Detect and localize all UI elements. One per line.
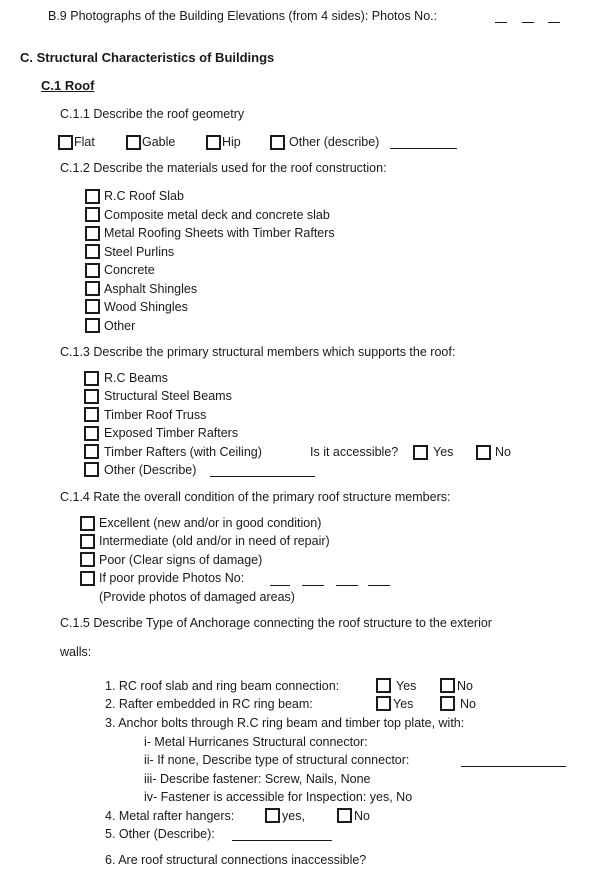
c15-item5-blank[interactable] — [232, 840, 332, 841]
c12-checkbox-7[interactable] — [85, 299, 100, 314]
c12-option-7: Wood Shingles — [104, 300, 188, 314]
section-c1-title: C.1 Roof — [41, 78, 95, 93]
c15-item-5: 5. Other (Describe): — [105, 827, 215, 841]
c14-photo-blank-2[interactable] — [302, 585, 324, 586]
c14-question: C.1.4 Rate the overall condition of the primary roof structure members: — [60, 490, 451, 504]
c13-checkbox-6[interactable] — [84, 462, 99, 477]
c15-sub-iv: iv- Fastener is accessible for Inspection: yes, No — [144, 790, 413, 804]
c15-item2-yes-label: Yes — [393, 697, 414, 711]
c15-item4-yes-label: yes, — [282, 809, 305, 823]
c13-checkbox-3[interactable] — [84, 407, 99, 422]
c15-item4-yes-checkbox[interactable] — [265, 808, 280, 823]
c14-checkbox-2[interactable] — [80, 534, 95, 549]
c11-hip-label: Hip — [222, 135, 241, 149]
c15-item-1: 1. RC roof slab and ring beam connection: — [105, 679, 340, 693]
c15-item4-no-checkbox[interactable] — [337, 808, 352, 823]
c15-item-6: 6. Are roof structural connections inaccessible? — [105, 853, 367, 867]
c13-accessible-no-checkbox[interactable] — [476, 445, 491, 460]
c13-question: C.1.3 Describe the primary structural members which supports the roof: — [60, 345, 456, 359]
c11-flat-label: Flat — [74, 135, 95, 149]
c12-option-2: Composite metal deck and concrete slab — [104, 208, 330, 222]
c15-question-cont: walls: — [60, 645, 92, 659]
c13-checkbox-1[interactable] — [84, 371, 99, 386]
c11-hip-checkbox[interactable] — [206, 135, 221, 150]
c12-checkbox-5[interactable] — [85, 263, 100, 278]
c15-sub-ii-blank[interactable] — [461, 766, 566, 767]
c13-accessible-no-label: No — [495, 445, 511, 459]
c15-sub-iii: iii- Describe fastener: Screw, Nails, None — [144, 772, 371, 786]
b9-photo-blank-3[interactable] — [548, 22, 560, 23]
c13-accessible-yes-checkbox[interactable] — [413, 445, 428, 460]
c15-item2-no-label: No — [460, 697, 476, 711]
c13-accessible-yes-label: Yes — [433, 445, 454, 459]
c14-photo-blank-3[interactable] — [336, 585, 358, 586]
c12-option-4: Steel Purlins — [104, 245, 175, 259]
c15-item2-yes-checkbox[interactable] — [376, 696, 391, 711]
c13-option-5: Timber Rafters (with Ceiling) — [104, 445, 262, 459]
c12-option-1: R.C Roof Slab — [104, 189, 184, 203]
c13-option-4: Exposed Timber Rafters — [104, 426, 239, 440]
c14-option-1: Excellent (new and/or in good condition) — [99, 516, 322, 530]
c15-question: C.1.5 Describe Type of Anchorage connecting the roof structure to the exterior — [60, 616, 492, 630]
c12-option-6: Asphalt Shingles — [104, 282, 198, 296]
c13-accessible-question: Is it accessible? — [310, 445, 399, 459]
c14-checkbox-4[interactable] — [80, 571, 95, 586]
c13-checkbox-5[interactable] — [84, 444, 99, 459]
c12-checkbox-2[interactable] — [85, 207, 100, 222]
c15-item1-no-label: No — [457, 679, 473, 693]
c15-item-2: 2. Rafter embedded in RC ring beam: — [105, 697, 313, 711]
c13-checkbox-4[interactable] — [84, 426, 99, 441]
c13-option-1: R.C Beams — [104, 371, 168, 385]
c14-photo-blank-1[interactable] — [270, 585, 290, 586]
c14-photo-blank-4[interactable] — [368, 585, 390, 586]
c12-option-5: Concrete — [104, 263, 155, 277]
c14-checkbox-3[interactable] — [80, 552, 95, 567]
c15-sub-i: i- Metal Hurricanes Structural connector: — [144, 735, 368, 749]
c11-other-blank[interactable] — [390, 148, 457, 149]
c15-item-3: 3. Anchor bolts through R.C ring beam and timber top plate, with: — [105, 716, 465, 730]
c12-checkbox-8[interactable] — [85, 318, 100, 333]
c14-option-2: Intermediate (old and/or in need of repair) — [99, 534, 330, 548]
c11-other-label: Other (describe) — [289, 135, 380, 149]
c15-item4-no-label: No — [354, 809, 370, 823]
c12-checkbox-4[interactable] — [85, 244, 100, 259]
section-c-title: C. Structural Characteristics of Buildings — [20, 50, 275, 65]
c13-other-blank[interactable] — [210, 476, 315, 477]
c11-question: C.1.1 Describe the roof geometry — [60, 107, 245, 121]
b9-photos-label: B.9 Photographs of the Building Elevations (from 4 sides): Photos No.: — [48, 9, 438, 23]
c13-option-6: Other (Describe) — [104, 463, 197, 477]
c13-option-2: Structural Steel Beams — [104, 389, 232, 403]
c13-checkbox-2[interactable] — [84, 389, 99, 404]
c13-option-3: Timber Roof Truss — [104, 408, 207, 422]
b9-photo-blank-1[interactable] — [495, 22, 507, 23]
c12-checkbox-1[interactable] — [85, 189, 100, 204]
c11-other-checkbox[interactable] — [270, 135, 285, 150]
c12-checkbox-3[interactable] — [85, 226, 100, 241]
c14-note: (Provide photos of damaged areas) — [99, 590, 295, 604]
c11-flat-checkbox[interactable] — [58, 135, 73, 150]
c12-option-3: Metal Roofing Sheets with Timber Rafters — [104, 226, 335, 240]
c14-checkbox-1[interactable] — [80, 516, 95, 531]
c15-item-4: 4. Metal rafter hangers: — [105, 809, 235, 823]
c14-option-4: If poor provide Photos No: — [99, 571, 245, 585]
c12-checkbox-6[interactable] — [85, 281, 100, 296]
c14-option-3: Poor (Clear signs of damage) — [99, 553, 263, 567]
c15-item1-yes-label: Yes — [396, 679, 417, 693]
c11-gable-checkbox[interactable] — [126, 135, 141, 150]
c15-sub-ii: ii- If none, Describe type of structural connector: — [144, 753, 410, 767]
c15-item1-no-checkbox[interactable] — [440, 678, 455, 693]
c15-item2-no-checkbox[interactable] — [440, 696, 455, 711]
c15-item1-yes-checkbox[interactable] — [376, 678, 391, 693]
c11-gable-label: Gable — [142, 135, 176, 149]
b9-photo-blank-2[interactable] — [522, 22, 534, 23]
c12-option-8: Other — [104, 319, 136, 333]
c12-question: C.1.2 Describe the materials used for the roof construction: — [60, 161, 387, 175]
